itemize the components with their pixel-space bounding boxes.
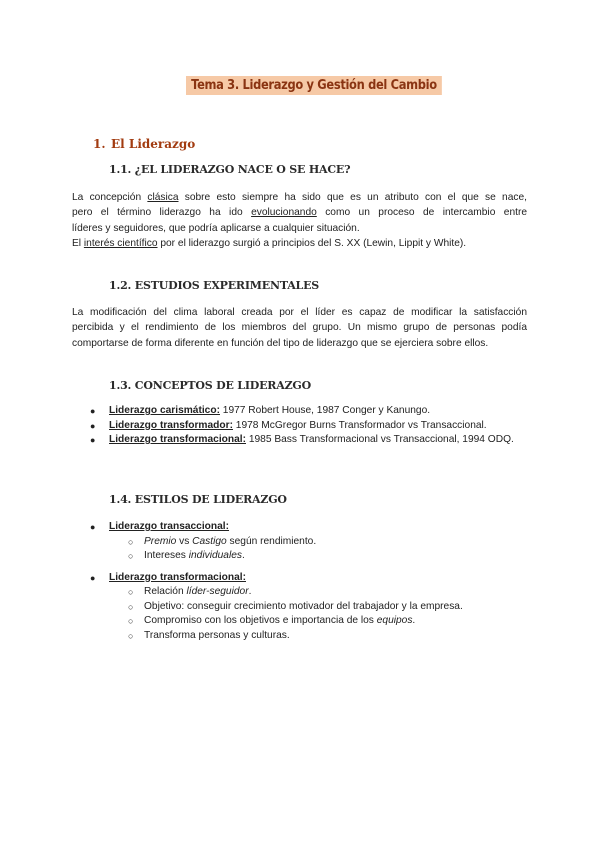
circle-bullet-icon: ○: [128, 587, 134, 597]
document-title: Tema 3. Liderazgo y Gestión del Cambio: [186, 76, 442, 95]
underlined-term: clásica: [147, 192, 179, 203]
text-run: sobre esto siempre ha sido que es un atributo con el que se nace,: [178, 192, 527, 203]
list-text: 1985 Bass Transformacional vs Transaccional, 1994 ODQ.: [246, 434, 514, 445]
text-run: La concepción: [72, 192, 148, 203]
list-item-transaccional: [90, 520, 530, 535]
text-run: según rendimiento.: [226, 535, 317, 547]
list-item-transformacional: [90, 571, 530, 586]
circle-bullet-icon: ○: [128, 536, 134, 547]
bullet-icon: ●: [90, 572, 96, 583]
bullet-icon: ●: [90, 522, 96, 532]
list-term: Liderazgo transformacional:: [109, 434, 246, 445]
sub-list-item: [90, 549, 530, 564]
list-item: [90, 404, 530, 419]
subsection-heading-1-1: 1.1. ¿EL LIDERAZGO NACE O SE HACE?: [109, 163, 351, 176]
list-item: [90, 433, 530, 448]
list-text: 1977 Robert House, 1987 Conger y Kanungo.: [219, 405, 431, 416]
paragraph-line: líderes y seguidores, que podría aplicarse a cualquier situación.: [72, 222, 360, 234]
underlined-term: interés científico: [83, 238, 158, 250]
text-run: Compromiso con los objetivos e importancia de los: [144, 615, 377, 626]
sub-list-item: [90, 629, 530, 644]
italic-term: individuales: [188, 550, 242, 561]
list-term: Liderazgo transaccional:: [109, 521, 230, 532]
section-label: El Liderazgo: [111, 137, 196, 151]
subsection-heading-1-2: 1.2. ESTUDIOS EXPERIMENTALES: [109, 279, 320, 292]
text-run: por el liderazgo surgió a principios del S. XX (Lewin, Lippit y White).: [157, 238, 467, 250]
section-heading-liderazgo: [93, 137, 195, 151]
text-run: pero el término liderazgo ha ido: [72, 207, 252, 219]
bullet-icon: ●: [90, 420, 96, 431]
subsection-heading-1-3: 1.3. CONCEPTOS DE LIDERAZGO: [109, 379, 311, 392]
circle-bullet-icon: ○: [128, 601, 134, 612]
text-run: Intereses: [144, 550, 189, 561]
circle-bullet-icon: ○: [128, 630, 134, 641]
list-term: Liderazgo carismático:: [109, 405, 220, 416]
bullet-icon: ●: [90, 435, 96, 445]
paragraph-line: [72, 190, 527, 205]
underlined-term: evolucionando: [251, 207, 317, 219]
paragraph-1-2: [72, 305, 527, 351]
list-term: Liderazgo transformador:: [109, 419, 233, 431]
italic-term: equipos: [376, 615, 413, 626]
circle-bullet-icon: ○: [128, 551, 134, 561]
concepts-list: [90, 404, 530, 448]
paragraph-line: percibida y el rendimiento de los miembros del grupo. Un mismo grupo de personas podía: [72, 322, 527, 334]
styles-list: [90, 520, 530, 643]
text-run: Transforma personas y culturas.: [144, 629, 290, 641]
text-run: .: [248, 586, 252, 597]
sub-list-item: [90, 585, 530, 600]
italic-term: Castigo: [192, 535, 227, 547]
list-text: 1978 McGregor Burns Transformador vs Transaccional.: [232, 419, 487, 431]
paragraph-1-1: [72, 190, 527, 252]
paragraph-line: comportarse de forma diferente en función del tipo de liderazgo que se ejerciera sobre ellos.: [72, 337, 489, 349]
text-run: Objetivo: conseguir crecimiento motivador del trabajador y la empresa.: [144, 600, 463, 612]
sub-list-item: [90, 614, 530, 629]
italic-term: Premio: [144, 535, 177, 547]
sub-list-item: [90, 535, 530, 550]
paragraph-line: La modificación del clima laboral creada por el líder es capaz de modificar la satisfacción: [72, 307, 527, 318]
paragraph-line: [72, 205, 527, 220]
text-run: .: [412, 615, 416, 626]
subsection-heading-1-4: 1.4. ESTILOS DE LIDERAZGO: [109, 493, 287, 506]
list-term: Liderazgo transformacional:: [109, 571, 246, 583]
italic-term: líder-seguidor: [186, 586, 249, 597]
text-run: El: [72, 238, 84, 250]
section-number: 1.: [93, 137, 106, 151]
text-run: como un proceso de intercambio entre: [316, 207, 527, 219]
list-item: [90, 419, 530, 434]
text-run: .: [242, 550, 245, 561]
text-run: Relación: [144, 586, 187, 597]
sub-list-item: [90, 600, 530, 615]
bullet-icon: ●: [90, 406, 96, 416]
text-run: vs: [176, 535, 193, 547]
circle-bullet-icon: ○: [128, 616, 134, 626]
spacer: [90, 564, 530, 571]
paragraph-line: [72, 236, 527, 251]
